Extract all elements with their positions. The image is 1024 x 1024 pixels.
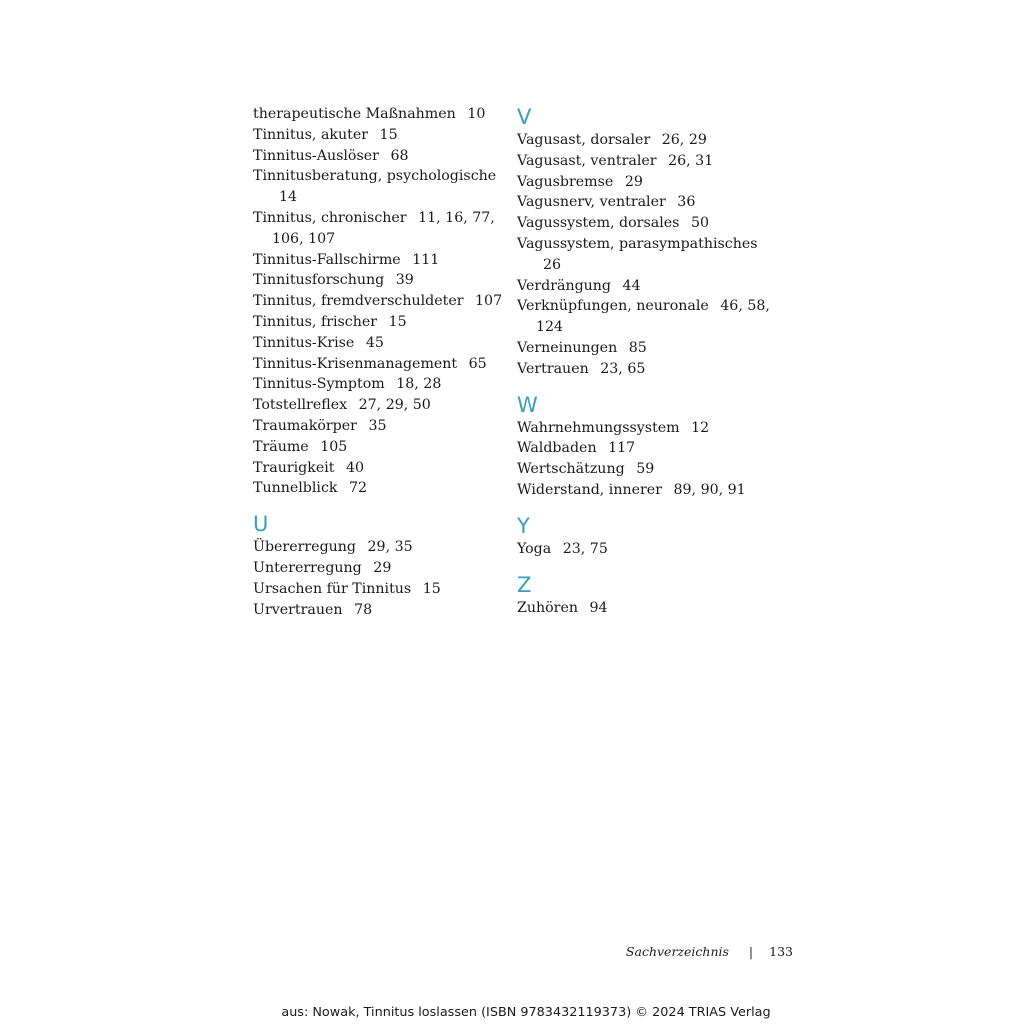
- index-entry: [253, 250, 503, 271]
- index-page-refs: 117: [608, 440, 636, 457]
- index-page-refs: 39: [395, 272, 414, 289]
- index-term: Tinnitus, frischer: [253, 313, 378, 330]
- index-page-refs: 94: [589, 599, 608, 616]
- index-entry: [517, 480, 787, 501]
- index-term: Vagusast, ventraler: [517, 152, 657, 169]
- index-page-refs: 107: [475, 293, 503, 310]
- index-term: Waldbaden: [517, 440, 597, 457]
- index-group-w: [517, 392, 787, 501]
- index-page-refs: 50: [690, 215, 709, 232]
- index-term: Wertschätzung: [517, 461, 625, 478]
- index-entry: [253, 374, 503, 395]
- index-page-refs: 105: [320, 438, 348, 455]
- index-term: Vagussystem, parasympathisches: [517, 235, 758, 252]
- index-group-v: [517, 104, 787, 380]
- index-page-refs: 29: [624, 173, 643, 190]
- index-page-refs: 23, 65: [600, 360, 646, 377]
- index-page-refs: 29: [373, 559, 392, 576]
- index-letter-heading: V: [517, 105, 532, 129]
- index-term: Untererregung: [253, 559, 362, 576]
- index-entry: [253, 478, 503, 499]
- index-page-refs: 23, 75: [562, 540, 608, 557]
- index-entry: [517, 192, 787, 213]
- index-entry: [253, 537, 503, 558]
- index-page-refs: 15: [422, 580, 441, 597]
- index-entry: [253, 416, 503, 437]
- index-entry: [517, 234, 787, 276]
- index-term: Tinnitus-Krisenmanagement: [253, 355, 458, 372]
- index-page-refs: 46, 58, 124: [536, 298, 770, 336]
- index-entry: [253, 558, 503, 579]
- page-number: 133: [769, 944, 793, 959]
- index-page-refs: 12: [691, 419, 710, 436]
- index-term: Tunnelblick: [253, 480, 338, 497]
- index-term: Vagusast, dorsaler: [517, 132, 651, 148]
- index-entry: [517, 598, 787, 619]
- index-term: Tinnitus-Krise: [253, 334, 355, 351]
- index-page-refs: 111: [412, 251, 440, 268]
- index-entry: [253, 146, 503, 167]
- index-term: Tinnitusberatung, psychologische: [253, 168, 497, 185]
- index-page-refs: 68: [390, 147, 409, 164]
- index-letter-heading: Z: [517, 572, 532, 597]
- index-entry: [253, 166, 503, 208]
- index-term: Träume: [253, 438, 309, 455]
- index-entry-list: [517, 418, 787, 501]
- index-column-right: [517, 104, 787, 618]
- index-entry: [253, 437, 503, 458]
- index-entry: [253, 312, 503, 333]
- index-entry: [253, 291, 503, 312]
- index-column-left: [253, 104, 503, 620]
- index-page-refs: 26, 31: [668, 152, 714, 169]
- index-entry: [517, 130, 787, 151]
- index-term: Vagussystem, dorsales: [517, 215, 680, 232]
- footer-separator: |: [748, 944, 754, 959]
- index-term: Totstellreflex: [253, 397, 348, 414]
- index-term: Yoga: [517, 540, 552, 557]
- index-entry-list: [517, 539, 787, 560]
- index-page-refs: 45: [365, 334, 384, 351]
- index-entry: [517, 338, 787, 359]
- index-entry-list: [517, 130, 787, 380]
- index-page-refs: 29, 35: [367, 539, 413, 556]
- index-entry: [517, 172, 787, 193]
- index-entry: [253, 208, 503, 250]
- index-page-refs: 27, 29, 50: [358, 397, 431, 414]
- index-term: Zuhören: [517, 599, 578, 616]
- index-entry: [517, 151, 787, 172]
- index-term: Vertrauen: [517, 360, 589, 377]
- index-page-refs: 15: [379, 126, 398, 143]
- index-group-y: [517, 513, 787, 560]
- source-credit: aus: Nowak, Tinnitus loslassen (ISBN 9783432119373) © 2024 TRIAS Verlag: [281, 1005, 771, 1020]
- index-term: Ursachen für Tinnitus: [253, 580, 412, 597]
- index-page-refs: 18, 28: [396, 376, 442, 393]
- index-term: Traurigkeit: [253, 459, 335, 476]
- index-group-continued: [253, 104, 503, 499]
- index-entry: [253, 104, 503, 125]
- index-page-refs: 78: [354, 601, 373, 618]
- index-term: Vagusnerv, ventraler: [517, 194, 666, 211]
- index-entry: [253, 270, 503, 291]
- index-term: Tinnitus, fremdverschuldeter: [253, 293, 464, 310]
- index-term: Tinnitus-Fallschirme: [253, 251, 401, 268]
- index-letter-heading: W: [517, 392, 538, 417]
- index-page-refs: 65: [468, 355, 487, 372]
- index-term: Tinnitus-Auslöser: [253, 147, 379, 164]
- index-entry: [253, 125, 503, 146]
- index-entry: [517, 418, 787, 439]
- index-term: Tinnitusforschung: [253, 272, 385, 289]
- index-entry: [517, 296, 787, 338]
- index-term: Vagusbremse: [517, 173, 614, 190]
- index-entry: [517, 539, 787, 560]
- index-term: Tinnitus, akuter: [253, 126, 369, 143]
- index-entry: [253, 395, 503, 416]
- index-term: Übererregung: [253, 539, 357, 556]
- index-entry: [253, 354, 503, 375]
- index-entry-list: [253, 537, 503, 620]
- index-page-refs: 36: [677, 194, 696, 211]
- index-term: Verdrängung: [517, 277, 612, 294]
- index-term: Urvertrauen: [253, 601, 343, 618]
- index-page-refs: 72: [349, 480, 368, 497]
- index-page-refs: 15: [388, 313, 407, 330]
- index-term: Tinnitus, chronischer: [253, 209, 407, 226]
- index-page-refs: 44: [622, 277, 641, 294]
- index-letter-heading: Y: [517, 513, 530, 538]
- index-entry: [253, 333, 503, 354]
- index-page-refs: 85: [628, 339, 647, 356]
- index-entry: [517, 276, 787, 297]
- index-group-u: [253, 511, 503, 620]
- index-term: Wahrnehmungssystem: [517, 419, 680, 436]
- index-page-refs: 26: [543, 256, 562, 273]
- index-letter-heading: U: [253, 512, 269, 537]
- index-page-refs: 14: [279, 189, 298, 206]
- index-page-refs: 26, 29: [661, 132, 707, 148]
- index-entry: [253, 458, 503, 479]
- index-term: Tinnitus-Symptom: [253, 376, 385, 393]
- index-term: Traumakörper: [253, 417, 357, 434]
- index-entry: [517, 359, 787, 380]
- index-page-refs: 40: [346, 459, 365, 476]
- index-group-z: [517, 572, 787, 619]
- index-term: Verneinungen: [517, 339, 618, 356]
- index-entry-list: [517, 598, 787, 619]
- index-entry: [517, 213, 787, 234]
- index-page-refs: 35: [368, 417, 387, 434]
- index-term: therapeutische Maßnahmen: [253, 106, 456, 122]
- index-term: Widerstand, innerer: [517, 481, 662, 498]
- index-page-refs: 10: [467, 106, 486, 122]
- index-page-refs: 11, 16, 77, 106, 107: [272, 209, 495, 247]
- index-page-refs: 59: [636, 461, 655, 478]
- index-entry: [253, 579, 503, 600]
- index-entry: [517, 438, 787, 459]
- footer-section-title: Sachverzeichnis: [625, 944, 729, 959]
- page-footer: [626, 944, 793, 959]
- index-entry: [517, 459, 787, 480]
- index-entry: [253, 600, 503, 621]
- index-page-refs: 89, 90, 91: [673, 481, 746, 498]
- index-term: Verknüpfungen, neuronale: [517, 298, 709, 315]
- index-entry-list: [253, 104, 503, 499]
